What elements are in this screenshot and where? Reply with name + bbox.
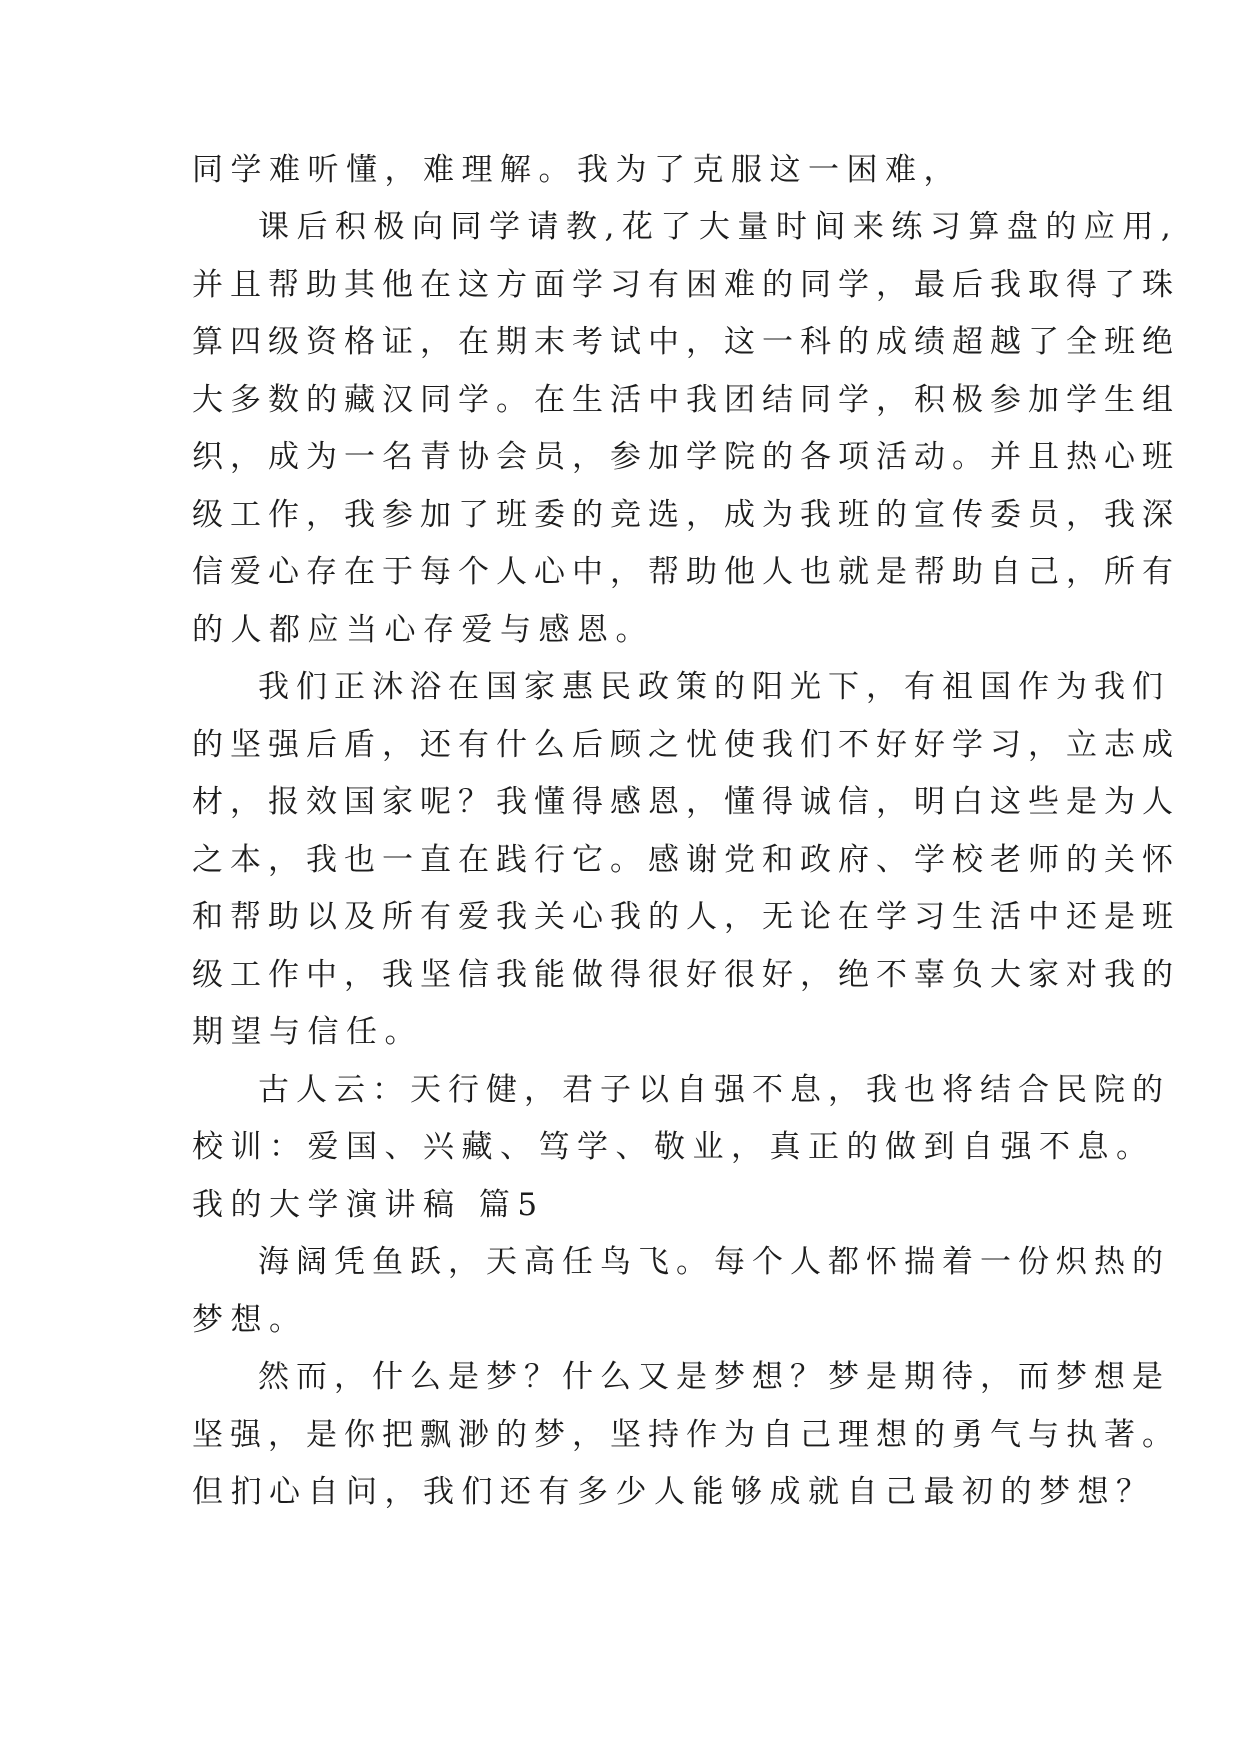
text-line-1: 同学难听懂，难理解。我为了克服这一困难， [192,152,962,188]
text-line-3: 并且帮助其他在这方面学习有困难的同学，最后我取得了珠 [192,267,1180,303]
text-line-12: 材，报效国家呢？我懂得感恩，懂得诚信，明白这些是为人 [192,784,1180,820]
text-line-8: 信爱心存在于每个人心中，帮助他人也就是帮助自己，所有 [192,554,1180,590]
text-line-21: 梦想。 [192,1302,308,1338]
text-line-9: 的人都应当心存爱与感恩。 [192,612,654,648]
section-heading: 我的大学演讲稿 篇5 [192,1187,545,1223]
text-line-4: 算四级资格证，在期末考试中，这一科的成绩超越了全班绝 [192,324,1180,360]
text-line-2: 课后积极向同学请教,花了大量时间来练习算盘的应用, [258,209,1179,245]
text-line-14: 和帮助以及所有爱我关心我的人，无论在学习生活中还是班 [192,899,1180,935]
text-line-13: 之本，我也一直在践行它。感谢党和政府、学校老师的关怀 [192,842,1180,878]
text-line-15: 级工作中，我坚信我能做得很好很好，绝不辜负大家对我的 [192,957,1180,993]
text-line-22: 然而，什么是梦？什么又是梦想？梦是期待，而梦想是 [258,1359,1170,1395]
text-line-7: 级工作，我参加了班委的竞选，成为我班的宣传委员，我深 [192,497,1180,533]
text-line-23: 坚强，是你把飘渺的梦，坚持作为自己理想的勇气与执著。 [192,1417,1180,1453]
text-line-16: 期望与信任。 [192,1014,423,1050]
text-line-17: 古人云：天行健，君子以自强不息，我也将结合民院的 [258,1072,1170,1108]
text-line-5: 大多数的藏汉同学。在生活中我团结同学，积极参加学生组 [192,382,1180,418]
text-line-6: 织，成为一名青协会员，参加学院的各项活动。并且热心班 [192,439,1180,475]
text-line-11: 的坚强后盾，还有什么后顾之忧使我们不好好学习，立志成 [192,727,1180,763]
text-line-18: 校训：爱国、兴藏、笃学、敬业，真正的做到自强不息。 [192,1129,1155,1165]
text-line-20: 海阔凭鱼跃，天高任鸟飞。每个人都怀揣着一份炽热的 [258,1244,1170,1280]
text-line-10: 我们正沐浴在国家惠民政策的阳光下，有祖国作为我们 [258,669,1170,705]
text-line-24: 但扪心自问，我们还有多少人能够成就自己最初的梦想？ [192,1474,1155,1510]
